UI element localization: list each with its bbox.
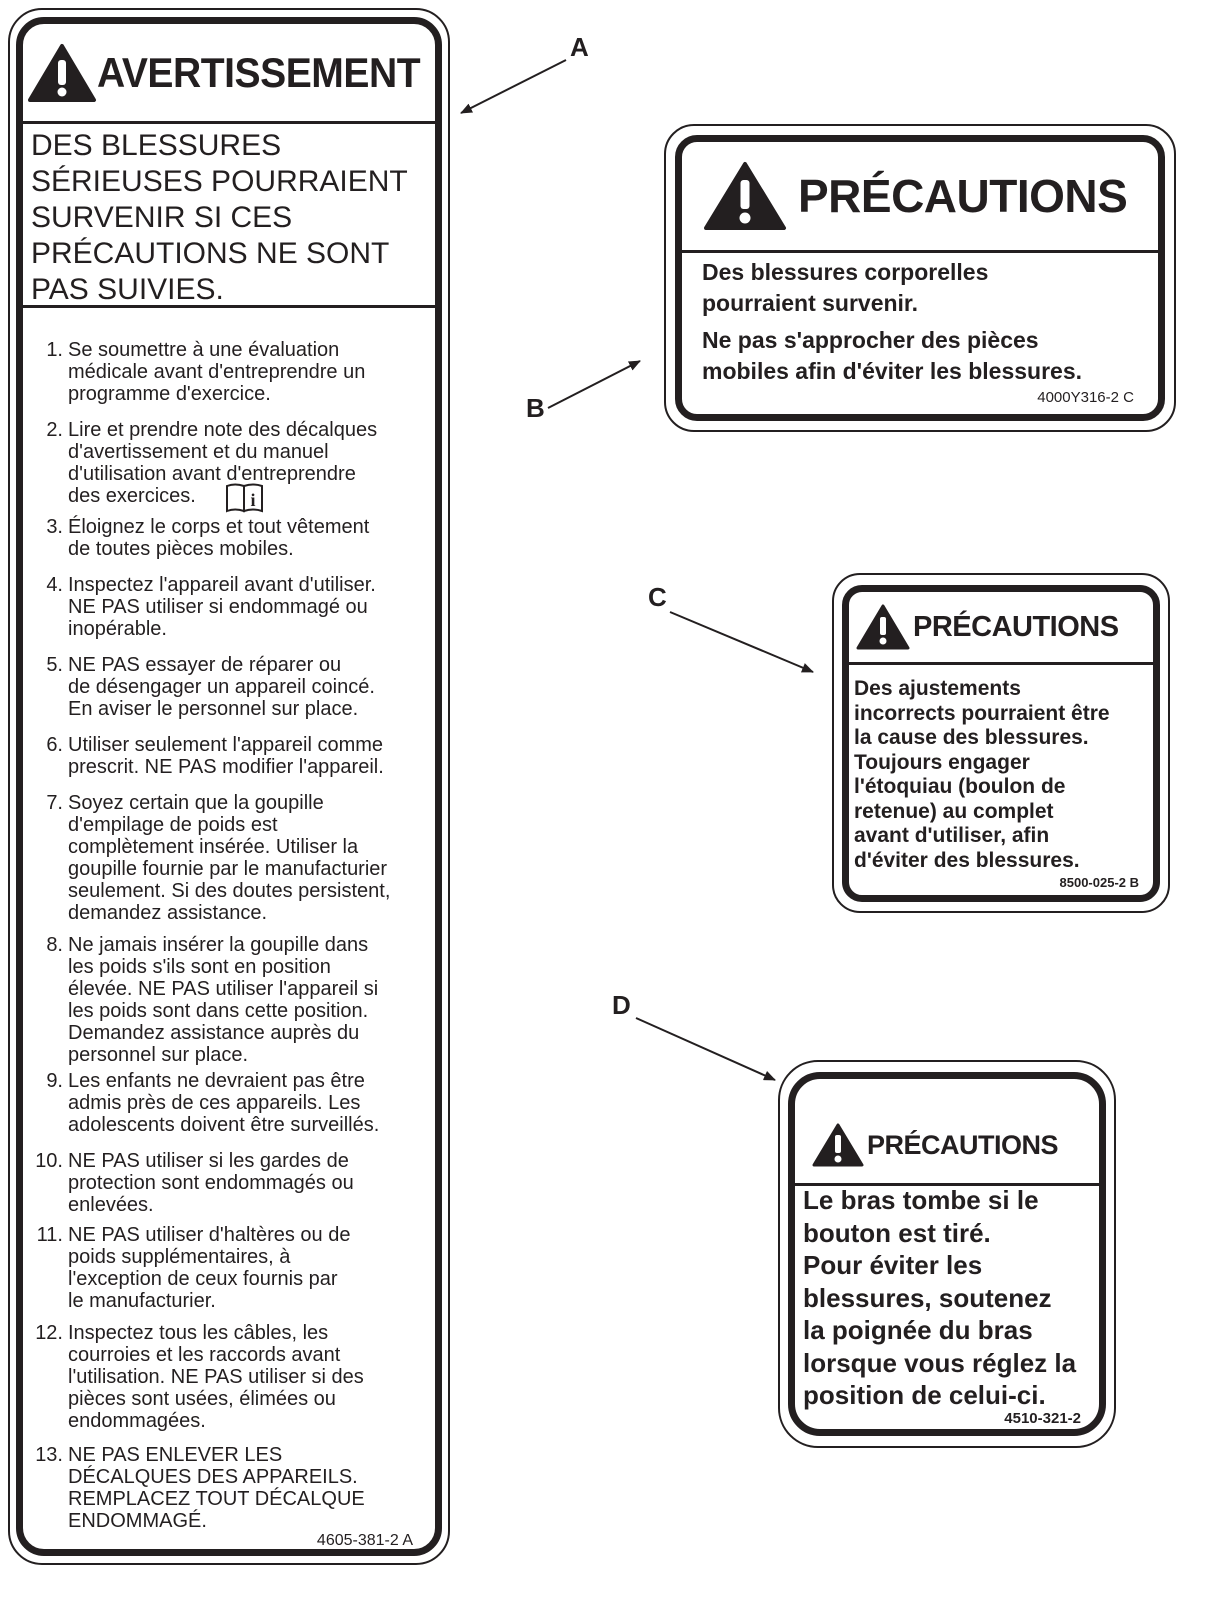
warning-line: PAS SUIVIES. (31, 273, 224, 306)
callout-arrow-a (461, 60, 566, 113)
item-text: Lire et prendre note des décalques d'avertissement et du manuel d'utilisation avant d'entreprendre des exercices. (68, 419, 378, 507)
item-text: Se soumettre à une évaluation médicale avant d'entreprendre un programme d'exercice. (68, 339, 366, 405)
item-number: 8. (46, 934, 63, 956)
item-text: NE PAS essayer de réparer ou de désengager un appareil coincé. En aviser le personnel sur place. (68, 654, 375, 720)
callout-arrow-d (636, 1018, 775, 1080)
callout-label-a: A (570, 32, 589, 62)
decal-b-avoidance-text: Ne pas s'approcher des pièces mobiles afin d'éviter les blessures. (702, 327, 1083, 384)
decal-b-part-number: 4000Y316-2 C (1037, 389, 1134, 406)
item-text: Éloignez le corps et tout vêtement de toutes pièces mobiles. (68, 516, 370, 560)
callout-label-d: D (612, 990, 631, 1020)
callout-label-b: B (526, 393, 545, 423)
warning-line: DES BLESSURES (31, 129, 282, 162)
decal-d-title: PRÉCAUTIONS (867, 1129, 1059, 1160)
item-number: 4. (46, 574, 63, 596)
warning-line: SÉRIEUSES POURRAIENT (31, 165, 408, 198)
decal-b-hazard-text: Des blessures corporelles pourraient survenir. (702, 259, 989, 316)
item-number: 9. (46, 1070, 63, 1092)
decal-d-warning-text: Le bras tombe si le bouton est tiré. Pour éviter les blessures, soutenez la poignée du bras lorsque vous réglez la position de celui-ci. (803, 1185, 1077, 1410)
item-text: Inspectez tous les câbles, les courroies et les raccords avant l'utilisation. NE PAS utiliser si des pièces sont usées, élimées ou endommagées. (68, 1322, 364, 1432)
item-number: 12. (35, 1322, 63, 1344)
item-number: 7. (46, 792, 63, 814)
item-number: 5. (46, 654, 63, 676)
item-text: Ne jamais insérer la goupille dans les poids s'ils sont en position élevée. NE PAS utiliser l'appareil si les poids sont dans cette position. Demandez assistance auprès du personnel sur place. (68, 934, 379, 1066)
item-number: 3. (46, 516, 63, 538)
item-text: Les enfants ne devraient pas être admis près de ces appareils. Les adolescents doivent être surveillés. (68, 1070, 380, 1136)
callout-arrow-b (548, 361, 640, 408)
item-number: 10. (35, 1150, 63, 1172)
svg-text:i: i (250, 490, 256, 510)
decal-c-part-number: 8500-025-2 B (1059, 875, 1139, 890)
decal-d-part-number: 4510-321-2 (1004, 1410, 1081, 1427)
item-number: 13. (35, 1444, 63, 1466)
item-number: 11. (36, 1224, 63, 1246)
decal-c-title: PRÉCAUTIONS (913, 610, 1119, 643)
item-text: Inspectez l'appareil avant d'utiliser. NE PAS utiliser si endommagé ou inopérable. (68, 574, 376, 640)
item-number: 1. (46, 339, 63, 361)
item-text: NE PAS ENLEVER LES DÉCALQUES DES APPAREILS. REMPLACEZ TOUT DÉCALQUE ENDOMMAGÉ. (68, 1444, 365, 1532)
decal-b-title: PRÉCAUTIONS (798, 170, 1128, 222)
item-number: 6. (46, 734, 63, 756)
item-text: Soyez certain que la goupille d'empilage de poids est complètement insérée. Utiliser la goupille fournie par le manufacturier seulement. Si des doutes persistent, demandez assistance. (68, 792, 391, 924)
item-text: Utiliser seulement l'appareil comme prescrit. NE PAS modifier l'appareil. (68, 734, 384, 778)
callout-label-c: C (648, 582, 667, 612)
warning-line: PRÉCAUTIONS NE SONT (31, 237, 390, 270)
warning-line: SURVENIR SI CES (31, 201, 293, 234)
decal-a-part-number: 4605-381-2 A (316, 1532, 413, 1549)
item-text: NE PAS utiliser si les gardes de protection sont endommagés ou enlevées. (68, 1150, 354, 1216)
decal-c-warning-text: Des ajustements incorrects pourraient être la cause des blessures. Toujours engager l'étoquiau (boulon de retenue) au complet avant d'utiliser, afin d'éviter des blessures. (854, 677, 1110, 872)
decal-a-title: AVERTISSEMENT (97, 48, 421, 96)
callout-arrow-c (670, 612, 813, 672)
item-number: 2. (46, 419, 63, 441)
item-text: NE PAS utiliser d'haltères ou de poids supplémentaires, à l'exception de ceux fournis par le manufacturier. (68, 1224, 351, 1312)
